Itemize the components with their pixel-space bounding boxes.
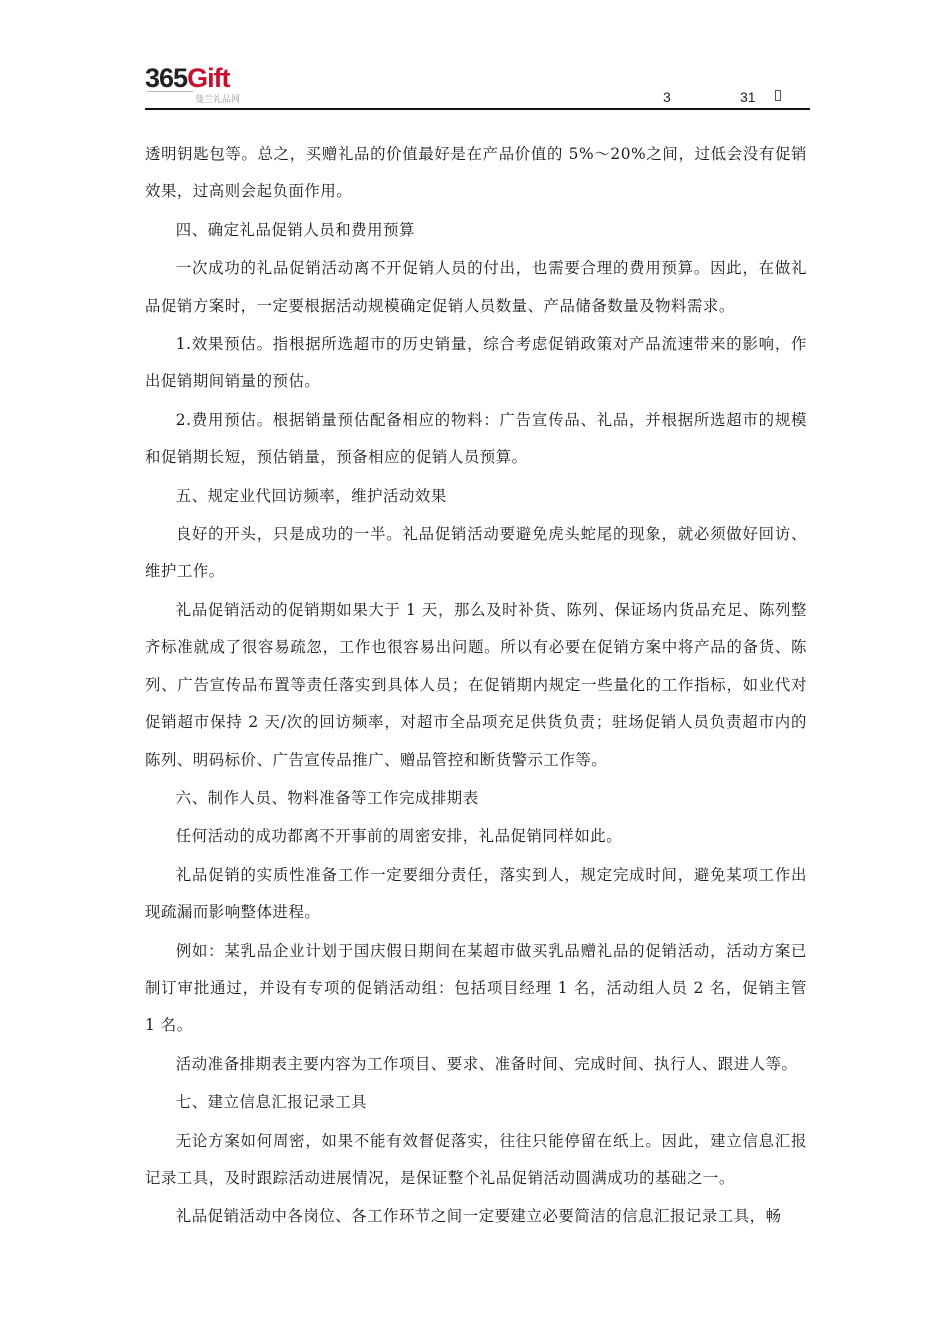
page-total: 31 bbox=[740, 89, 756, 105]
paragraph: 礼品促销活动中各岗位、各工作环节之间一定要建立必要简洁的信息汇报记录工具，畅 bbox=[175, 1207, 782, 1226]
paragraph: 活动准备排期表主要内容为工作项目、要求、准备时间、完成时间、执行人、跟进人等。 bbox=[175, 1054, 798, 1073]
header-divider bbox=[145, 108, 810, 110]
section-heading-5: 五、规定业代回访频率，维护活动效果 bbox=[175, 486, 447, 505]
section-heading-7: 七、建立信息汇报记录工具 bbox=[175, 1093, 368, 1112]
logo-subtitle: 曼兰礼品网 bbox=[195, 95, 241, 105]
paragraph: 良好的开头，只是成功的一半。礼品促销活动要避免虎头蛇尾的现象，就必须做好回访、维护工作。 bbox=[145, 525, 807, 581]
page-number: 3 bbox=[663, 89, 671, 105]
logo-wordmark bbox=[145, 64, 230, 92]
paragraph: 一次成功的礼品促销活动离不开促销人员的付出，也需要合理的费用预算。因此，在做礼品促销方案时，一定要根据活动规模确定促销人员数量、产品储备数量及物料需求。 bbox=[145, 259, 807, 315]
paragraph: 礼品促销的实质性准备工作一定要细分责任，落实到人，规定完成时间，避免某项工作出现疏漏而影响整体进程。 bbox=[145, 865, 807, 922]
logo-number: 365 bbox=[145, 63, 188, 93]
section-heading-4: 四、确定礼品促销人员和费用预算 bbox=[175, 220, 415, 239]
brand-logo bbox=[145, 64, 255, 104]
section-heading-6: 六、制作人员、物料准备等工作完成排期表 bbox=[175, 788, 479, 807]
paragraph-example: 例如：某乳品企业计划于国庆假日期间在某超市做买乳品赠礼品的促销活动，活动方案已制订审批通过，并设有专项的促销活动组：包括项目经理 1 名，活动组人员 2 名，促销主管 1 名。 bbox=[145, 941, 807, 1035]
list-item-cost-estimate: 2.费用预估。根据销量预估配备相应的物料：广告宣传品、礼品，并根据所选超市的规模和促销期长短，预估销量，预备相应的促销人员预算。 bbox=[145, 410, 807, 467]
page-header bbox=[145, 62, 810, 110]
document-body bbox=[145, 136, 807, 1237]
paragraph: 无论方案如何周密，如果不能有效督促落实，往往只能停留在纸上。因此，建立信息汇报记录工具，及时跟踪活动进展情况，是保证整个礼品促销活动圆满成功的基础之一。 bbox=[145, 1131, 807, 1187]
logo-brand: Gift bbox=[187, 63, 230, 93]
paragraph: 任何活动的成功都离不开事前的周密安排，礼品促销同样如此。 bbox=[175, 827, 623, 846]
logo-underline bbox=[147, 91, 193, 98]
list-item-effect-estimate: 1.效果预估。指根据所选超市的历史销量，综合考虑促销政策对产品流速带来的影响，作出促销期间销量的预估。 bbox=[145, 335, 807, 391]
page-unit-icon bbox=[775, 90, 781, 101]
paragraph-continuation: 透明钥匙包等。总之，买赠礼品的价值最好是在产品价值的 5%～20%之间，过低会没有促销效果，过高则会起负面作用。 bbox=[145, 145, 807, 201]
paragraph: 礼品促销活动的促销期如果大于 1 天，那么及时补货、陈列、保证场内货品充足、陈列整齐标准就成了很容易疏忽，工作也很容易出问题。所以有必要在促销方案中将产品的备货、陈列、广告宣传品布置等责任落实到具体人员；在促销期内规定一些量化的工作指标，如业代对促销超市保持 2 天/次的回访频率，对超市全品项充足供货负责；驻场促销人员负责超市内的陈列、明码标价、广告宣传品推广、赠品管控和断货警示工作等。 bbox=[145, 600, 807, 769]
